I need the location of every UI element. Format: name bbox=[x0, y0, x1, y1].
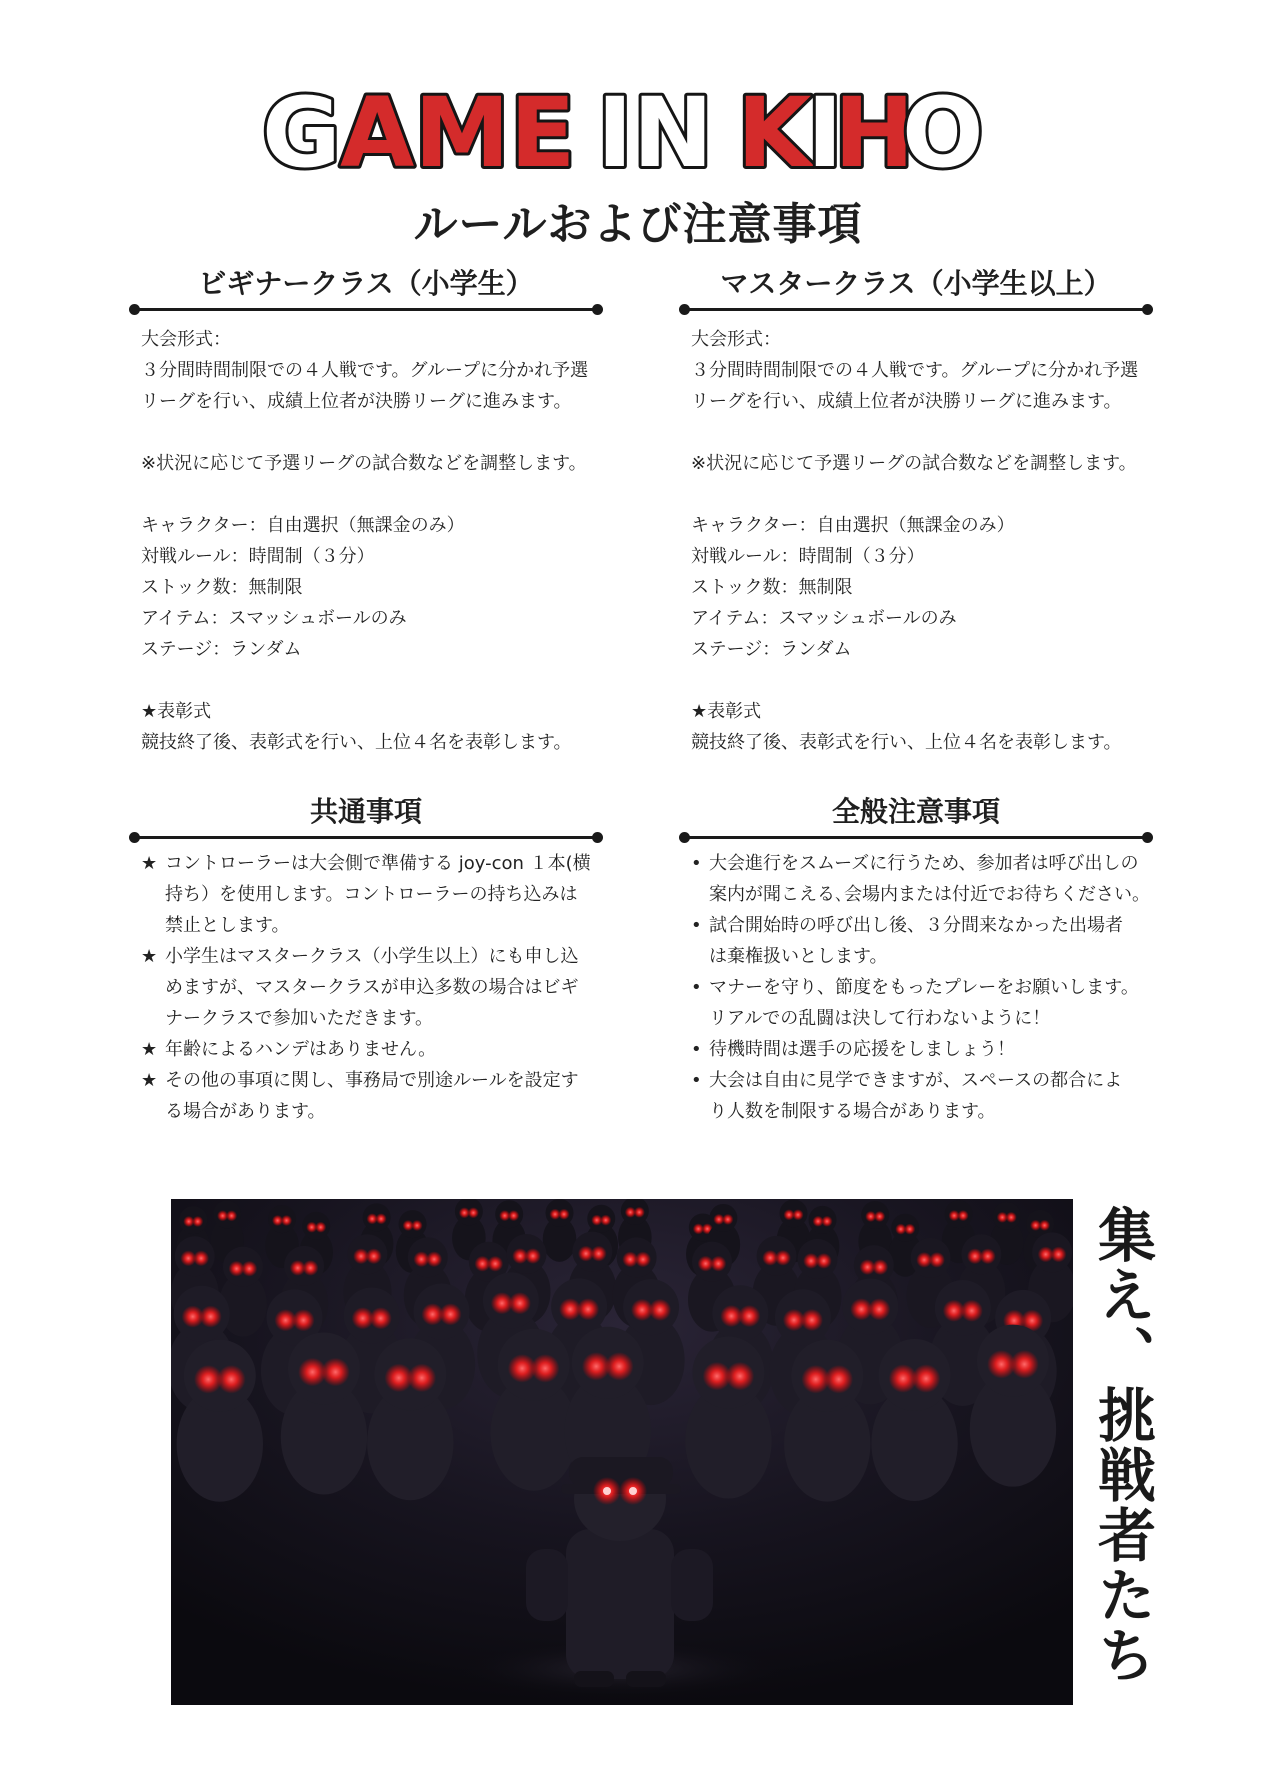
logo-i: I bbox=[807, 77, 843, 189]
rule-line: ステージ：ランダム bbox=[691, 639, 852, 660]
common-section bbox=[129, 794, 603, 1127]
list-item-text: 禁止とします。 bbox=[165, 915, 290, 936]
master-section bbox=[679, 266, 1153, 758]
list-item-text: 大会は自由に見学できますが、スペースの都合によ bbox=[709, 1070, 1123, 1091]
list-item bbox=[691, 1065, 1153, 1127]
list-item-text: 小学生はマスタークラス（小学生以上）にも申し込 bbox=[165, 946, 579, 967]
slogan-vertical: 集え、挑戦者たち bbox=[1088, 1205, 1156, 1685]
list-item-text: コントローラーは大会側で準備する joy-con １本(横 bbox=[165, 853, 591, 874]
list-item-text: る場合があります。 bbox=[165, 1101, 326, 1122]
beginner-heading: ビギナークラス（小学生） bbox=[198, 267, 534, 300]
list-item-text: めますが、マスタークラスが申込多数の場合はビギ bbox=[165, 977, 579, 998]
list-item bbox=[691, 848, 1153, 910]
logo-o: O bbox=[902, 77, 984, 189]
common-list bbox=[129, 844, 603, 1127]
section-divider bbox=[679, 302, 1153, 316]
rule-line: ストック数：無制限 bbox=[141, 577, 303, 598]
beginner-section bbox=[129, 266, 603, 758]
list-item-text: は棄権扱いとします。 bbox=[709, 946, 888, 967]
rule-line: 競技終了後、表彰式を行い、上位４名を表彰します。 bbox=[691, 732, 1122, 753]
star-icon: ★ bbox=[141, 853, 158, 874]
list-item bbox=[691, 910, 1153, 972]
list-item bbox=[141, 1065, 603, 1127]
logo-k: K bbox=[737, 77, 812, 189]
page-title: ルールおよび注意事項 bbox=[413, 199, 863, 250]
list-item bbox=[141, 848, 603, 941]
rule-line: 対戦ルール：時間制（３分） bbox=[141, 546, 375, 567]
master-heading: マスタークラス（小学生以上） bbox=[720, 267, 1112, 300]
rule-line: キャラクター：自由選択（無課金のみ） bbox=[691, 515, 1015, 536]
rule-line: ステージ：ランダム bbox=[141, 639, 302, 660]
section-divider bbox=[129, 302, 603, 316]
rule-line: リーグを行い、成績上位者が決勝リーグに進みます。 bbox=[691, 391, 1122, 412]
rule-line: 対戦ルール：時間制（３分） bbox=[691, 546, 925, 567]
spacer bbox=[691, 665, 1153, 696]
bullet-icon: • bbox=[691, 915, 702, 936]
rule-line: 競技終了後、表彰式を行い、上位４名を表彰します。 bbox=[141, 732, 572, 753]
logo-g: G bbox=[262, 77, 341, 189]
logo-ame: AME bbox=[340, 77, 576, 189]
list-item-text: り人数を制限する場合があります。 bbox=[709, 1101, 996, 1122]
spacer bbox=[141, 665, 603, 696]
list-item-text: その他の事項に関し、事務局で別途ルールを設定す bbox=[165, 1070, 579, 1091]
list-item-text: 年齢によるハンデはありません。 bbox=[165, 1039, 437, 1060]
spacer bbox=[141, 417, 603, 448]
star-icon: ★ bbox=[141, 946, 158, 967]
list-item-text: ナークラスで参加いただきます。 bbox=[165, 1008, 434, 1029]
master-rules bbox=[679, 316, 1153, 758]
star-icon: ★ bbox=[141, 1039, 158, 1060]
section-divider bbox=[129, 830, 603, 844]
list-item-text: 案内が聞こえる､会場内または付近でお待ちください。 bbox=[709, 884, 1150, 905]
game-in-kiho-logo bbox=[262, 77, 984, 189]
list-item bbox=[141, 1034, 603, 1065]
rule-line: アイテム：スマッシュボールのみ bbox=[691, 608, 957, 629]
general-section bbox=[679, 794, 1153, 1127]
list-item bbox=[691, 1034, 1153, 1065]
general-heading: 全般注意事項 bbox=[831, 795, 1000, 828]
general-list bbox=[679, 844, 1153, 1127]
logo-h: H bbox=[834, 77, 915, 189]
list-item-text: 持ち）を使用します。コントローラーの持ち込みは bbox=[165, 884, 578, 905]
spacer bbox=[141, 479, 603, 510]
beginner-rules bbox=[129, 316, 603, 758]
logo-in: IN bbox=[597, 77, 714, 189]
list-item bbox=[141, 941, 603, 1034]
bullet-icon: • bbox=[691, 1039, 702, 1060]
common-heading: 共通事項 bbox=[309, 795, 422, 828]
rule-line: アイテム：スマッシュボールのみ bbox=[141, 608, 407, 629]
rule-line: ★表彰式 bbox=[141, 701, 212, 722]
list-item-text: マナーを守り、節度をもったプレーをお願いします。 bbox=[709, 977, 1139, 998]
list-item-text: 試合開始時の呼び出し後、３分間来なかった出場者 bbox=[709, 915, 1123, 936]
rule-line: ストック数：無制限 bbox=[691, 577, 853, 598]
star-icon: ★ bbox=[141, 1070, 158, 1091]
list-item bbox=[691, 972, 1153, 1034]
rule-line: ３分間時間制限での４人戦です。グループに分かれ予選 bbox=[691, 360, 1139, 381]
bullet-icon: • bbox=[691, 977, 702, 998]
bullet-icon: • bbox=[691, 853, 702, 874]
list-item-text: リアルでの乱闘は決して行わないように！ bbox=[709, 1008, 1051, 1029]
rule-line: ※状況に応じて予選リーグの試合数などを調整します。 bbox=[141, 453, 587, 474]
spacer bbox=[691, 417, 1153, 448]
list-item-text: 大会進行をスムーズに行うため、参加者は呼び出しの bbox=[709, 853, 1139, 874]
rule-line: ※状況に応じて予選リーグの試合数などを調整します。 bbox=[691, 453, 1137, 474]
bullet-icon: • bbox=[691, 1070, 702, 1091]
rule-line: リーグを行い、成績上位者が決勝リーグに進みます。 bbox=[141, 391, 572, 412]
rule-line: ★表彰式 bbox=[691, 701, 762, 722]
rule-line: 大会形式： bbox=[141, 329, 231, 350]
rule-line: 大会形式： bbox=[691, 329, 781, 350]
section-divider bbox=[679, 830, 1153, 844]
rule-line: キャラクター：自由選択（無課金のみ） bbox=[141, 515, 465, 536]
rule-line: ３分間時間制限での４人戦です。グループに分かれ予選 bbox=[141, 360, 589, 381]
list-item-text: 待機時間は選手の応援をしましょう！ bbox=[709, 1039, 1015, 1060]
challengers-image bbox=[171, 1199, 1073, 1705]
spacer bbox=[691, 479, 1153, 510]
